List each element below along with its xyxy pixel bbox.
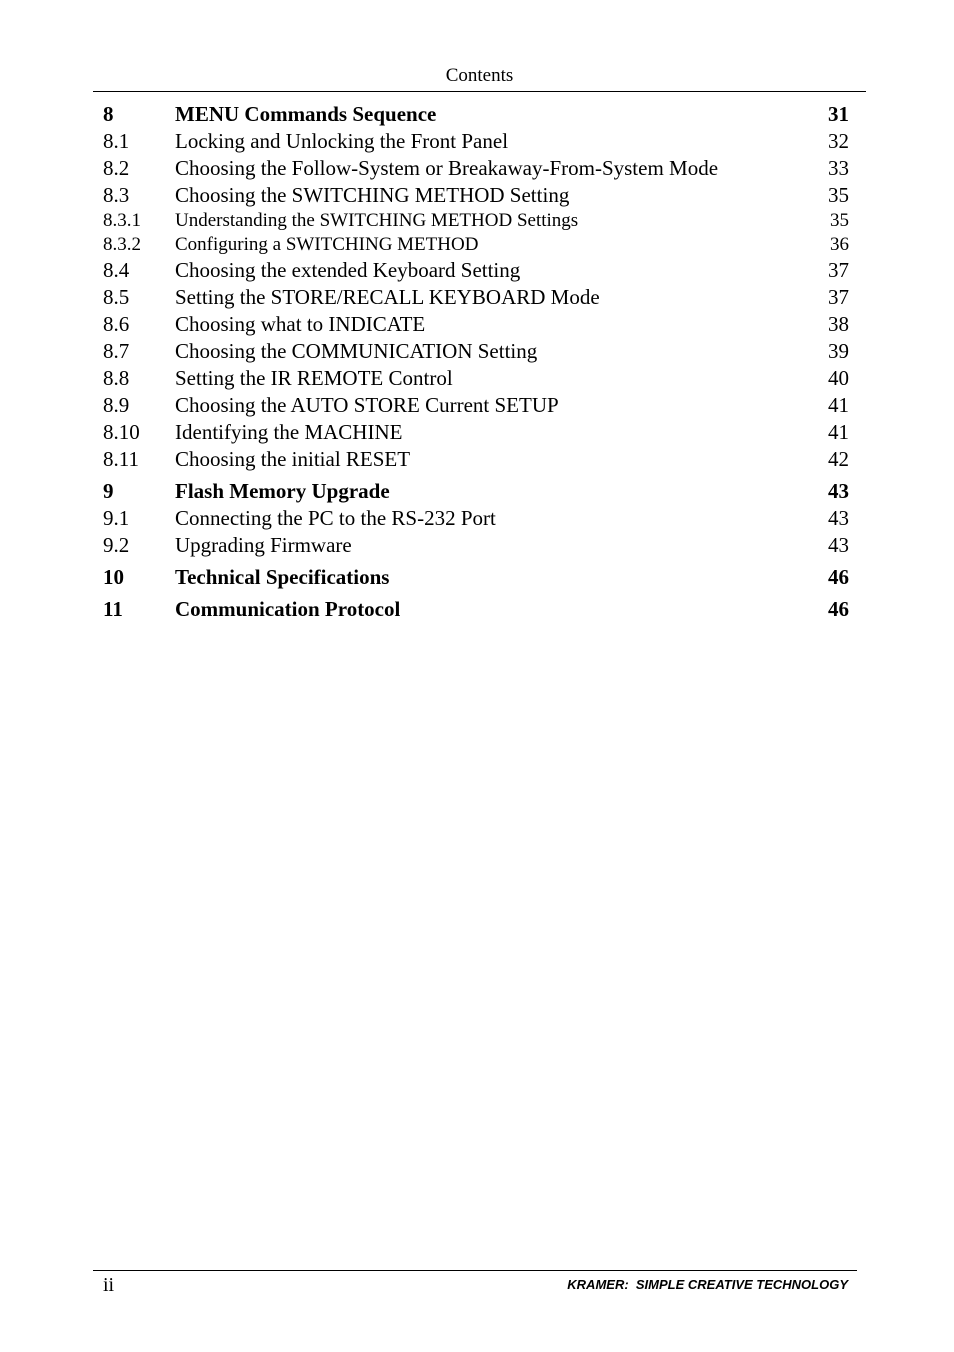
toc-entry[interactable]: [103, 257, 849, 284]
toc-entry-number: 8.3.2: [103, 234, 141, 255]
toc-entry-number: 8.6: [103, 312, 130, 336]
toc-entry-title: Setting the STORE/RECALL KEYBOARD Mode: [175, 285, 600, 309]
toc-entry-title: Choosing the AUTO STORE Current SETUP: [175, 393, 559, 417]
toc-entry-page: 41: [828, 420, 849, 444]
toc-entry-number: 8.2: [103, 156, 130, 180]
toc-entry[interactable]: [103, 596, 849, 623]
toc-entry-page: 43: [828, 479, 849, 503]
toc-entry-page: 39: [828, 339, 849, 363]
toc-entry[interactable]: [103, 446, 849, 473]
toc-entry-page: 43: [828, 533, 849, 557]
toc-entry-number: 9.1: [103, 506, 130, 530]
toc-entry-title: Connecting the PC to the RS-232 Port: [175, 506, 496, 530]
toc-entry-title: Identifying the MACHINE: [175, 420, 403, 444]
toc-entry-number: 8: [103, 102, 114, 126]
toc-entry[interactable]: [103, 419, 849, 446]
header-divider: [93, 91, 866, 92]
toc-entry-title: Configuring a SWITCHING METHOD: [175, 234, 479, 255]
toc-entry-page: 38: [828, 312, 849, 336]
toc-entry-number: 9: [103, 479, 114, 503]
toc-entry-number: 8.3.1: [103, 210, 141, 231]
toc-entry-title: Choosing what to INDICATE: [175, 312, 426, 336]
toc-entry-page: 46: [828, 565, 849, 589]
toc-entry[interactable]: [103, 338, 849, 365]
footer-brand: KRAMER: SIMPLE CREATIVE TECHNOLOGY: [567, 1277, 848, 1292]
toc-entry[interactable]: [103, 182, 849, 209]
toc-entry-number: 8.10: [103, 420, 140, 444]
toc-entry-page: 35: [828, 183, 849, 207]
footer-page-number: ii: [103, 1274, 115, 1296]
toc-entry-number: 10: [103, 565, 124, 589]
table-of-contents: [103, 101, 849, 623]
toc-entry-title: MENU Commands Sequence: [175, 102, 437, 126]
toc-entry-title: Upgrading Firmware: [175, 533, 352, 557]
toc-entry-title: Choosing the Follow-System or Breakaway-From-System Mode: [175, 156, 719, 180]
toc-entry-page: 41: [828, 393, 849, 417]
toc-entry[interactable]: [103, 532, 849, 559]
toc-entry-page: 43: [828, 506, 849, 530]
toc-entry-number: 8.3: [103, 183, 130, 207]
toc-entry[interactable]: [103, 233, 849, 257]
toc-entry[interactable]: [103, 284, 849, 311]
toc-entry-number: 8.7: [103, 339, 130, 363]
toc-entry-page: 36: [830, 234, 849, 255]
toc-entry-title: Understanding the SWITCHING METHOD Settings: [175, 210, 579, 231]
toc-entry-title: Technical Specifications: [175, 565, 390, 589]
toc-entry-title: Choosing the SWITCHING METHOD Setting: [175, 183, 570, 207]
toc-entry-title: Locking and Unlocking the Front Panel: [175, 129, 509, 153]
toc-entry-page: 31: [828, 102, 849, 126]
toc-entry[interactable]: [103, 478, 849, 505]
toc-entry[interactable]: [103, 155, 849, 182]
toc-entry-page: 33: [828, 156, 849, 180]
header-title: Contents: [445, 65, 514, 86]
toc-entry[interactable]: [103, 365, 849, 392]
toc-entry-title: Choosing the initial RESET: [175, 447, 411, 471]
toc-entry-number: 8.1: [103, 129, 130, 153]
toc-entry-number: 11: [103, 597, 123, 621]
toc-entry-page: 37: [828, 285, 849, 309]
toc-entry-title: Flash Memory Upgrade: [175, 479, 390, 503]
toc-entry[interactable]: [103, 392, 849, 419]
toc-entry-title: Setting the IR REMOTE Control: [175, 366, 453, 390]
toc-entry[interactable]: [103, 311, 849, 338]
toc-entry-page: 40: [828, 366, 849, 390]
toc-entry-number: 8.8: [103, 366, 130, 390]
toc-entry-page: 37: [828, 258, 849, 282]
toc-entry-title: Choosing the extended Keyboard Setting: [175, 258, 521, 282]
toc-entry-number: 8.4: [103, 258, 130, 282]
toc-entry[interactable]: [103, 128, 849, 155]
toc-entry[interactable]: [103, 101, 849, 128]
toc-entry-title: Choosing the COMMUNICATION Setting: [175, 339, 538, 363]
toc-entry-number: 8.9: [103, 393, 130, 417]
toc-entry-page: 32: [828, 129, 849, 153]
toc-entry-page: 46: [828, 597, 849, 621]
toc-entry-page: 35: [830, 210, 849, 231]
toc-entry-number: 8.5: [103, 285, 130, 309]
footer-divider: [93, 1270, 857, 1271]
toc-entry[interactable]: [103, 505, 849, 532]
toc-entry-number: 9.2: [103, 533, 130, 557]
toc-entry-title: Communication Protocol: [175, 597, 401, 621]
toc-entry-number: 8.11: [103, 447, 139, 471]
toc-entry[interactable]: [103, 564, 849, 591]
toc-entry[interactable]: [103, 209, 849, 233]
toc-entry-page: 42: [828, 447, 849, 471]
